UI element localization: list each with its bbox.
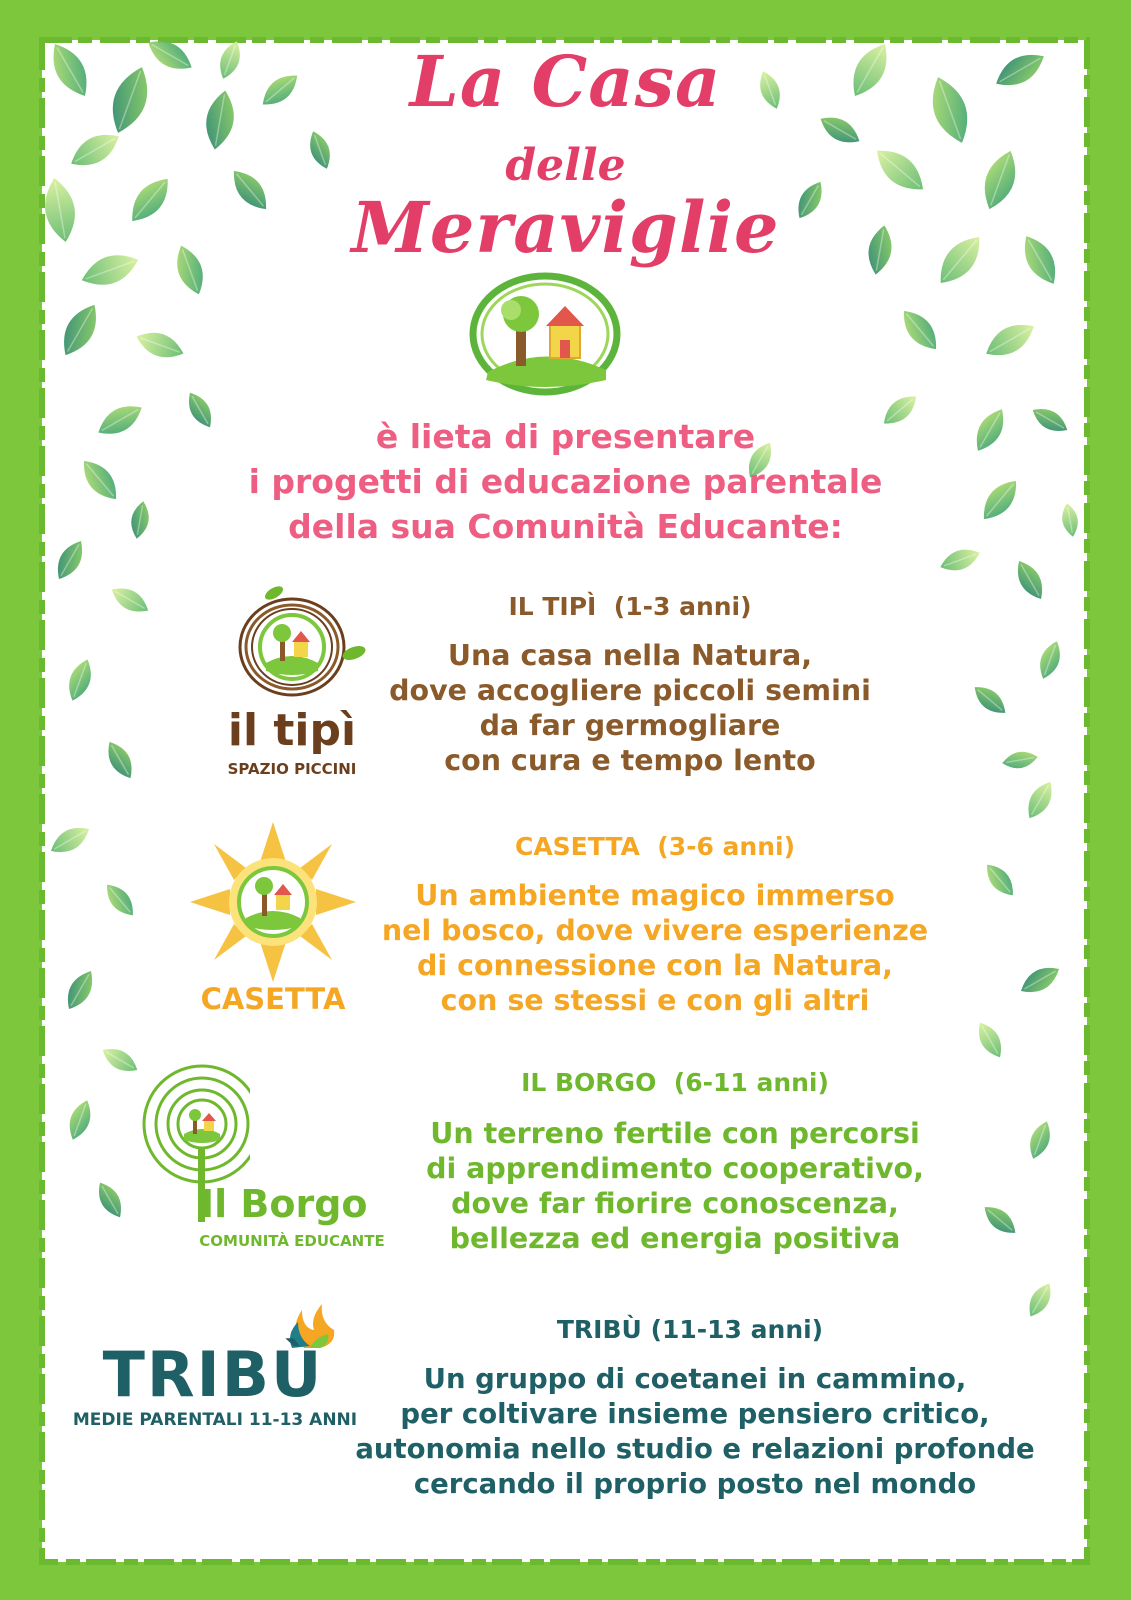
tribu-age: (11-13 anni) [650,1315,824,1344]
borgo-heading [475,1068,875,1097]
casa-meraviglie-logo [468,272,622,396]
casetta-age: (3-6 anni) [657,832,796,861]
intro-text [0,414,1131,549]
casetta-description [345,878,965,1018]
tribu-logo-title: TRIBÙ [102,1338,324,1411]
tribu-desc-line: cercando il proprio posto nel mondo [413,1468,977,1500]
tipi-desc-line: da far germogliare [479,709,781,742]
casetta-desc-line: di connessione con la Natura, [416,949,893,982]
tipi-desc-line: dove accogliere piccoli semini [389,674,871,707]
intro-line-3: della sua Comunità Educante: [288,507,843,546]
casetta-heading [455,832,855,861]
tipi-heading [430,592,830,621]
tribu-name: TRIBÙ [556,1315,642,1344]
casetta-desc-line: nel bosco, dove vivere esperienze [381,914,929,947]
title-line-3: Meraviglie [351,186,780,269]
tipi-logo-title: il tipì [227,705,357,756]
casetta-logo-title: CASETTA [200,982,346,1016]
tipi-desc-line: Una casa nella Natura, [447,639,813,672]
borgo-logo-title: Il Borgo [200,1182,368,1226]
borgo-desc-line: dove far fiorire conoscenza, [451,1187,899,1220]
intro-line-1: è lieta di presentare [375,417,756,456]
title-line-1: La Casa [409,40,722,123]
tipi-age: (1-3 anni) [613,592,752,621]
casetta-desc-line: Un ambiente magico immerso [415,879,895,912]
tipi-logo-subtitle: SPAZIO PICCINI [227,760,357,778]
casetta-desc-line: con se stessi e con gli altri [440,984,870,1017]
casetta-name: CASETTA [514,832,640,861]
tipi-logo [206,585,378,705]
borgo-name: IL BORGO [521,1068,657,1097]
borgo-age: (6-11 anni) [673,1068,829,1097]
casetta-sun-logo [190,822,356,982]
tipi-desc-line: con cura e tempo lento [444,744,816,777]
tipi-description [360,638,900,778]
tribu-heading [490,1315,890,1344]
tribu-desc-line: per coltivare insieme pensiero critico, [400,1398,990,1430]
tribu-description [295,1362,1095,1502]
tipi-name: IL TIPÌ [508,592,597,621]
title-line-2: delle [505,140,626,191]
borgo-desc-line: bellezza ed energia positiva [449,1222,901,1255]
tribu-desc-line: autonomia nello studio e relazioni profonde [355,1433,1035,1465]
borgo-logo-subtitle: COMUNITÀ EDUCANTE [199,1232,385,1250]
borgo-desc-line: Un terreno fertile con percorsi [430,1117,920,1150]
intro-line-2: i progetti di educazione parentale [248,462,883,501]
borgo-desc-line: di apprendimento cooperativo, [426,1152,924,1185]
tribu-desc-line: Un gruppo di coetanei in cammino, [423,1363,967,1395]
borgo-description [385,1116,965,1256]
tribu-logo-subtitle: MEDIE PARENTALI 11-13 ANNI [72,1410,358,1430]
